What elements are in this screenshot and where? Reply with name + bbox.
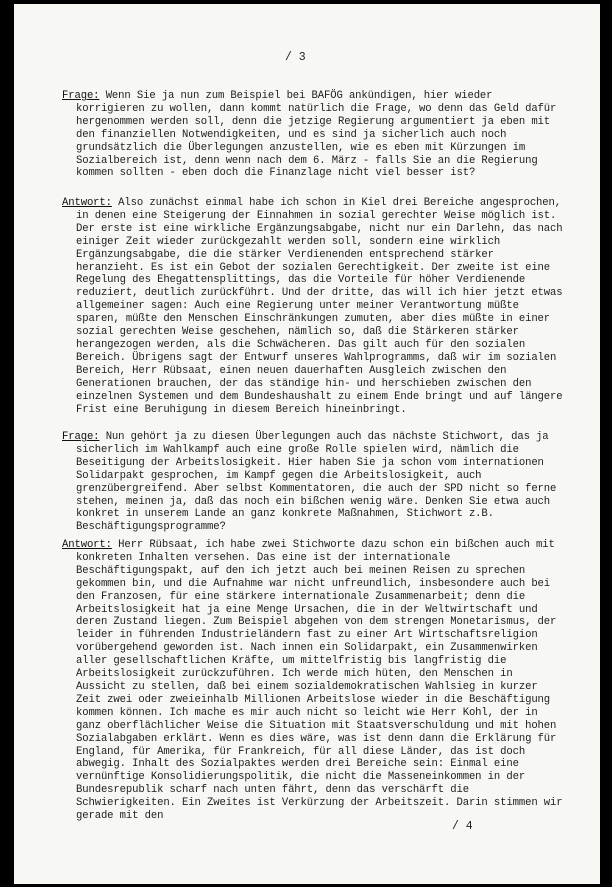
answer-1	[62, 197, 567, 416]
question-1	[62, 90, 567, 180]
question-2	[62, 431, 567, 534]
question-label: Frage:	[62, 431, 100, 443]
answer-text: Herr Rübsaat, ich habe zwei Stichworte dazu schon ein bißchen auch mit konkreten Inhalten versehen. Das eine ist der internationale Beschäftigungspakt, auf den ich jetzt auch bei meinen Reisen zu sprechen gekommen bin, und die Aufnahme war nicht unfreundlich, insbesondere auch bei den Franzosen, für eine stärkere internationale Zusammenarbeit; denn die Arbeitslosigkeit hat ja eine Menge Ursachen, die in der Weltwirtschaft und deren Zustand liegen. Zum Beispiel abgehen von dem strengen Monetarismus, der leider in führenden Industrieländern fast zu einer Art Wirtschaftsreligion vorübergehend geworden ist. Nach innen ein Solidarpakt, ein Zusammenwirken aller gesellschaftlichen Kräfte, um mittelfristig bis langfristig die Arbeitslosigkeit zurückzuführen. Ich werde mich hüten, den Menschen in Aussicht zu stellen, daß bei einem sozialdemokratischen Wahlsieg in kurzer Zeit zwei oder zweieinhalb Millionen Arbeitslose wieder in die Beschäftigung kommen können. Ich mache es mir auch nicht so leicht wie Herr Kohl, der in ganz oberflächlicher Weise die Situation mit Staatsverschuldung und mit hohen Sozialabgaben erklärt. Wenn es dies wäre, was ist denn dann die Erklärung für England, für Amerika, für Frankreich, für all diese Länder, das ist doch abwegig. Inhalt des Sozialpaktes werden drei Bereiche sein: Einmal eine vernünftige Konsolidierungspolitik, die nicht die Masseneinkommen in der Bundesrepublik scharf nach unten fährt, denn das verschärft die Schwierigkeiten. Ein Zweites ist Verkürzung der Arbeitszeit. Darin stimmen wir gerade mit den	[76, 539, 563, 823]
page-number-top: / 3	[285, 51, 306, 64]
question-text: Wenn Sie ja nun zum Beispiel bei BAFÖG ankündigen, hier wieder korrigieren zu wollen, dann kommt natürlich die Frage, wo denn das Geld dafür hergenommen werden soll, denn die jetzige Regierung argumentiert ja eben mit den finanziellen Notwendigkeiten, und es sind ja sicherlich auch noch grundsätzlich die Überlegungen anzustellen, wie es eben mit Kürzungen im Sozialbereich ist, denn wenn nach dem 6. März - falls Sie an die Regierung kommen sollten - eben doch die Finanzlage nicht viel besser ist?	[76, 90, 557, 180]
document-page	[14, 4, 600, 884]
page-number-bottom: / 4	[452, 820, 473, 833]
question-text: Nun gehört ja zu diesen Überlegungen auch das nächste Stichwort, das ja sicherlich im Wahlkampf auch eine große Rolle spielen wird, nämlich die Beseitigung der Arbeitslosigkeit. Hier haben Sie ja schon vom internationen Solidarpakt gesprochen, im Kampf gegen die Arbeitslosigkeit, auch grenzübergreifend. Aber selbst Kommentatoren, die auch der SPD nicht so ferne stehen, meinen ja, daß das noch ein bißchen wenig wäre. Denken Sie etwa auch konkret in unserem Lande an ganz konkrete Maßnahmen, Stichwort z.B. Beschäftigungsprogramme?	[76, 431, 557, 534]
answer-2	[62, 539, 567, 823]
question-label: Frage:	[62, 90, 100, 102]
answer-label: Antwort:	[62, 197, 112, 209]
answer-text: Also zunächst einmal habe ich schon in Kiel drei Bereiche angesprochen, in denen eine Steigerung der Einnahmen in sozial gerechter Weise möglich ist. Der erste ist eine wirkliche Ergänzungsabgabe, nicht nur ein Darlehn, das nach einiger Zeit wieder zurückgezahlt werden soll, sondern eine wirklich Ergänzungsabgabe, die die stärker Verdienenden entsprechend stärker heranzieht. Es ist ein Gebot der sozialen Gerechtigkeit. Der zweite ist eine Regelung des Ehegattensplittings, das die Vorteile für höher Verdienende reduziert, deutlich zurückführt. Und der dritte, das will ich hier jetzt etwas allgemeiner sagen: Auch eine Regierung unter meiner Verantwortung müßte sparen, müßte den Menschen Einschränkungen zumuten, aber dies müßte in einer sozial gerechten Weise geschehen, nämlich so, daß die Stärkeren stärker herangezogen werden, als die Schwächeren. Das gilt auch für den sozialen Bereich. Übrigens sagt der Entwurf unseres Wahlprogramms, daß wir im sozialen Bereich, Herr Rübsaat, einen neuen dauerhaften Ausgleich zwischen den Generationen brauchen, der das ständige hin- und herschieben zwischen den einzelnen Systemen und dem Bundeshaushalt zu einem Ende bringt und auf längere Frist eine Beruhigung in diesem Bereich hineinbringt.	[76, 197, 563, 416]
answer-label: Antwort:	[62, 539, 112, 551]
